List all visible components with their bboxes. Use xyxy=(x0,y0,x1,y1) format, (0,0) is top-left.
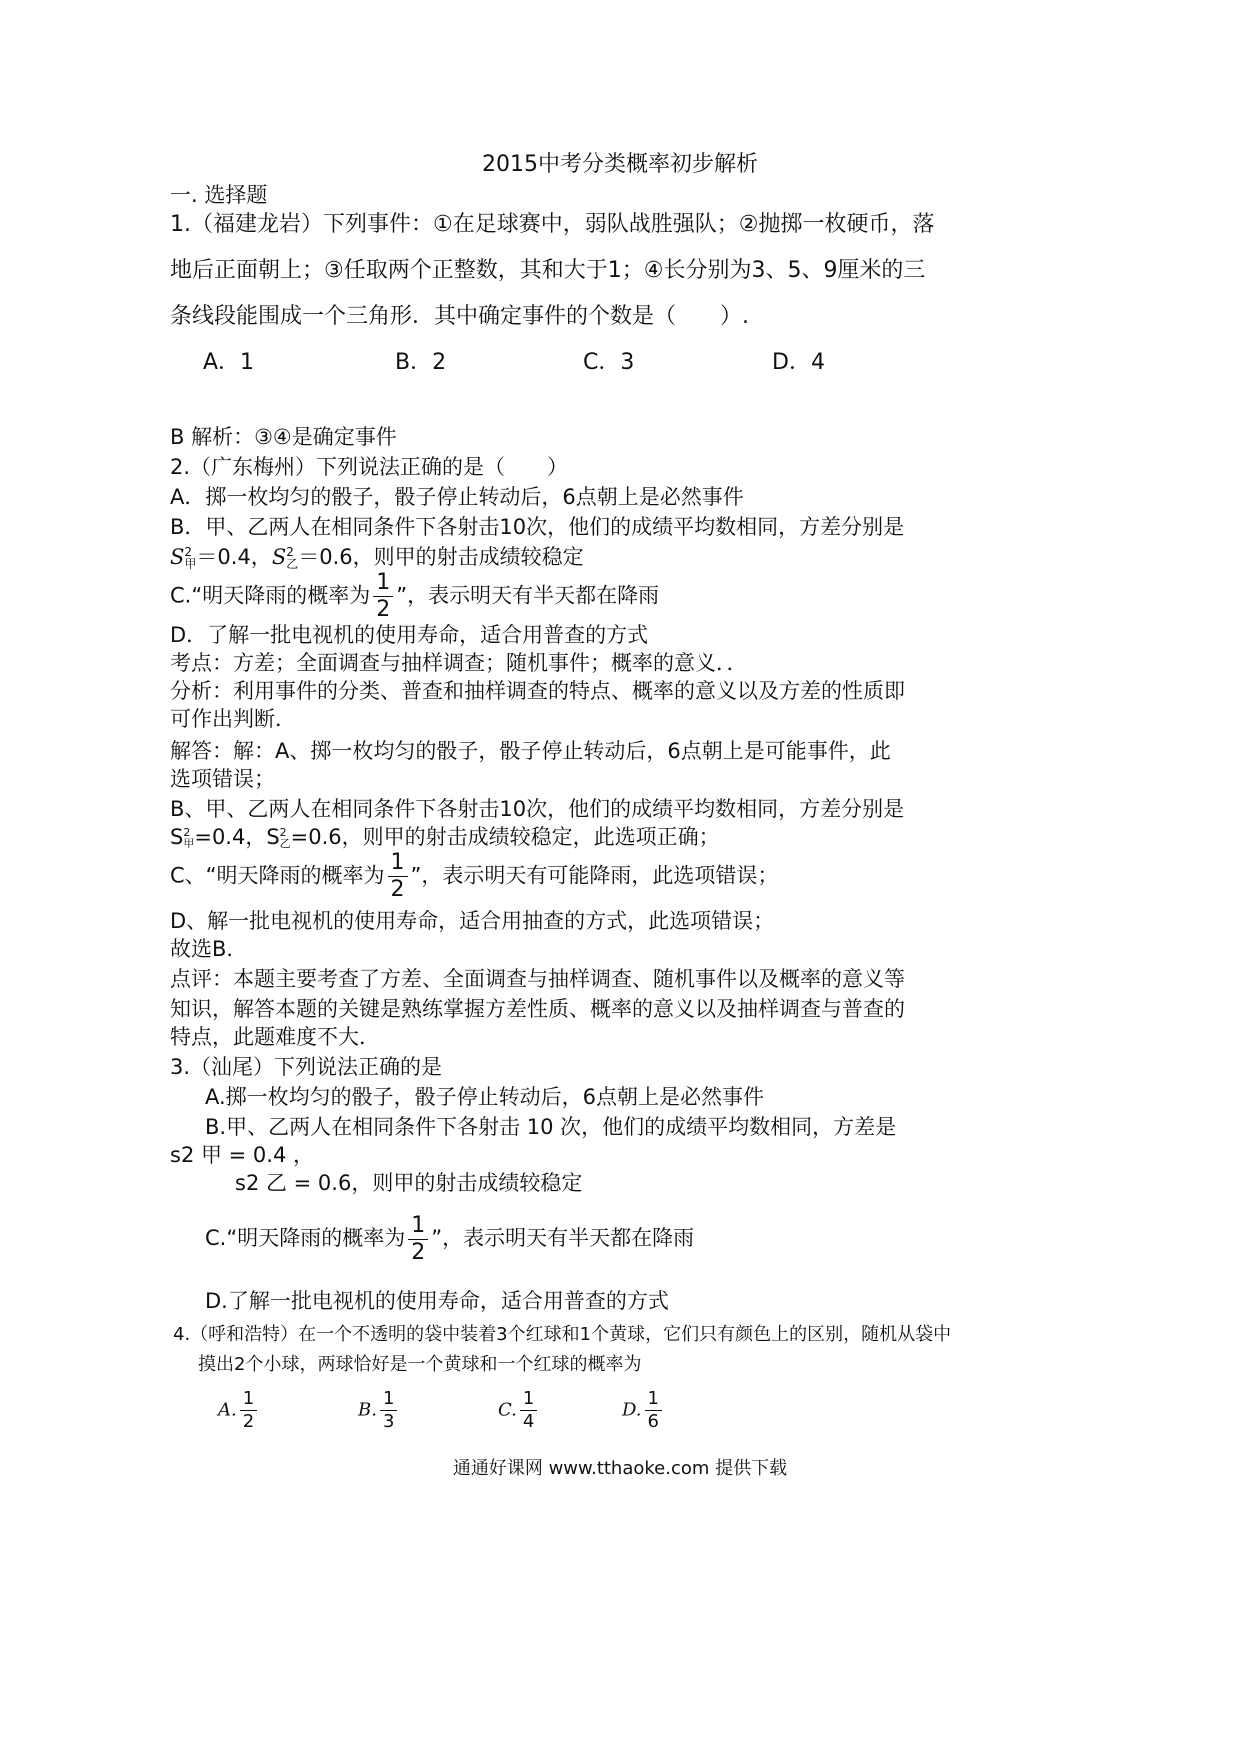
q2-key-points: 考点：方差；全面调查与抽样调查；随机事件；概率的意义．． xyxy=(170,651,748,675)
q2-analysis-line-2: 可作出判断． xyxy=(170,707,296,731)
q4-line-1: 4.（呼和浩特）在一个不透明的袋中装着3个红球和1个黄球，它们只有颜色上的区别，随机从袋中 xyxy=(173,1324,952,1345)
q2-solution-line-1: 解答：解：A、掷一枚均匀的骰子，骰子停止转动后，6点朝上是可能事件，此 xyxy=(170,739,891,763)
q4-line-2: 摸出2个小球，两球恰好是一个黄球和一个红球的概率为 xyxy=(198,1354,642,1375)
fraction-one-half: $\frac{1}{2}$ xyxy=(408,1215,428,1264)
footer-download-note: 通通好课网 www.tthaoke.com 提供下载 xyxy=(452,1458,788,1479)
q1-line-3: 条线段能围成一个三角形．其中确定事件的个数是（ ）. xyxy=(170,304,749,329)
q3-option-c: C.“明天降雨的概率为 $\frac{1}{2}$ ”，表示明天有半天都在降雨 xyxy=(205,1212,695,1265)
q2-option-a: A．掷一枚均匀的骰子，骰子停止转动后，6点朝上是必然事件 xyxy=(170,485,744,509)
q2-comment-line-2: 知识，解答本题的关键是熟练掌握方差性质、概率的意义以及抽样调查与普查的 xyxy=(170,997,905,1021)
q3-option-b-line-2: s2 甲 = 0.4 ， xyxy=(170,1143,314,1167)
q4-option-a: A. $\frac{1}{2}$ xyxy=(218,1390,260,1431)
q4-option-b: B. $\frac{1}{3}$ xyxy=(358,1390,400,1431)
q1-option-a: A．1 xyxy=(203,350,255,375)
q2-stem: 2.（广东梅州）下列说法正确的是（ ） xyxy=(170,455,569,479)
q2-solution-line-2: 选项错误； xyxy=(170,767,275,791)
q2-analysis-line-1: 分析：利用事件的分类、普查和抽样调查的特点、概率的意义以及方差的性质即 xyxy=(170,679,905,703)
q1-option-c: C．3 xyxy=(583,350,635,375)
q2-solution-line-3: B、甲、乙两人在相同条件下各射击10次，他们的成绩平均数相同，方差分别是 xyxy=(170,797,905,821)
q2-solution-line-6: D、解一批电视机的使用寿命，适合用抽查的方式，此选项错误； xyxy=(170,909,775,933)
q2-comment-line-3: 特点，此题难度不大． xyxy=(170,1025,380,1049)
fraction: $\frac{1}{2}$ xyxy=(240,1390,257,1431)
q1-line-2: 地后正面朝上；③任取两个正整数，其和大于1；④长分别为3、5、9厘米的三 xyxy=(170,258,926,283)
fraction: $\frac{1}{6}$ xyxy=(645,1390,662,1431)
q4-option-d: D. $\frac{1}{6}$ xyxy=(622,1390,665,1431)
q2-option-c: C.“明天降雨的概率为 $\frac{1}{2}$ ”，表示明天有半天都在降雨 xyxy=(170,570,660,622)
fraction: $\frac{1}{3}$ xyxy=(380,1390,397,1431)
q3-option-d: D.了解一批电视机的使用寿命，适合用普查的方式 xyxy=(205,1289,669,1313)
q1-line-1: 1.（福建龙岩）下列事件：①在足球赛中，弱队战胜强队；②抛掷一枚硬币，落 xyxy=(170,212,935,237)
q1-option-d: D．4 xyxy=(772,350,825,375)
fraction-one-half: $\frac{1}{2}$ xyxy=(388,852,408,901)
q2-solution-line-5: C、“明天降雨的概率为 $\frac{1}{2}$ ”，表示明天有可能降雨，此选项错误； xyxy=(170,850,779,902)
q2-option-b-line-2: S 2 甲 ＝0.4，S 2 乙 ＝0.6，则甲的射击成绩较稳定 xyxy=(170,545,584,571)
q2-solution-line-4: S 2 甲 =0.4，S 2 乙 =0.6，则甲的射击成绩较稳定，此选项正确； xyxy=(170,825,720,850)
section-heading: 一. 选择题 xyxy=(170,183,268,207)
q2-option-b-line-1: B．甲、乙两人在相同条件下各射击10次，他们的成绩平均数相同，方差分别是 xyxy=(170,515,905,539)
q3-option-a: A.掷一枚均匀的骰子，骰子停止转动后，6点朝上是必然事件 xyxy=(205,1085,765,1109)
page-title: 2015中考分类概率初步解析 xyxy=(482,152,758,177)
q1-option-b: B．2 xyxy=(395,350,447,375)
q4-option-c: C. $\frac{1}{4}$ xyxy=(498,1390,540,1431)
fraction: $\frac{1}{4}$ xyxy=(520,1390,537,1431)
q3-option-b-line-1: B.甲、乙两人在相同条件下各射击 10 次，他们的成绩平均数相同，方差是 xyxy=(205,1115,897,1139)
q2-comment-line-1: 点评：本题主要考查了方差、全面调查与抽样调查、随机事件以及概率的意义等 xyxy=(170,967,905,991)
q1-answer: B 解析：③④是确定事件 xyxy=(170,425,397,449)
q2-conclusion: 故选B． xyxy=(170,937,248,961)
q2-option-d: D．了解一批电视机的使用寿命，适合用普查的方式 xyxy=(170,623,649,647)
q3-stem: 3.（汕尾）下列说法正确的是 xyxy=(170,1055,443,1079)
q3-option-b-line-3: s2 乙 = 0.6，则甲的射击成绩较稳定 xyxy=(235,1171,583,1195)
fraction-one-half: $\frac{1}{2}$ xyxy=(373,572,393,621)
